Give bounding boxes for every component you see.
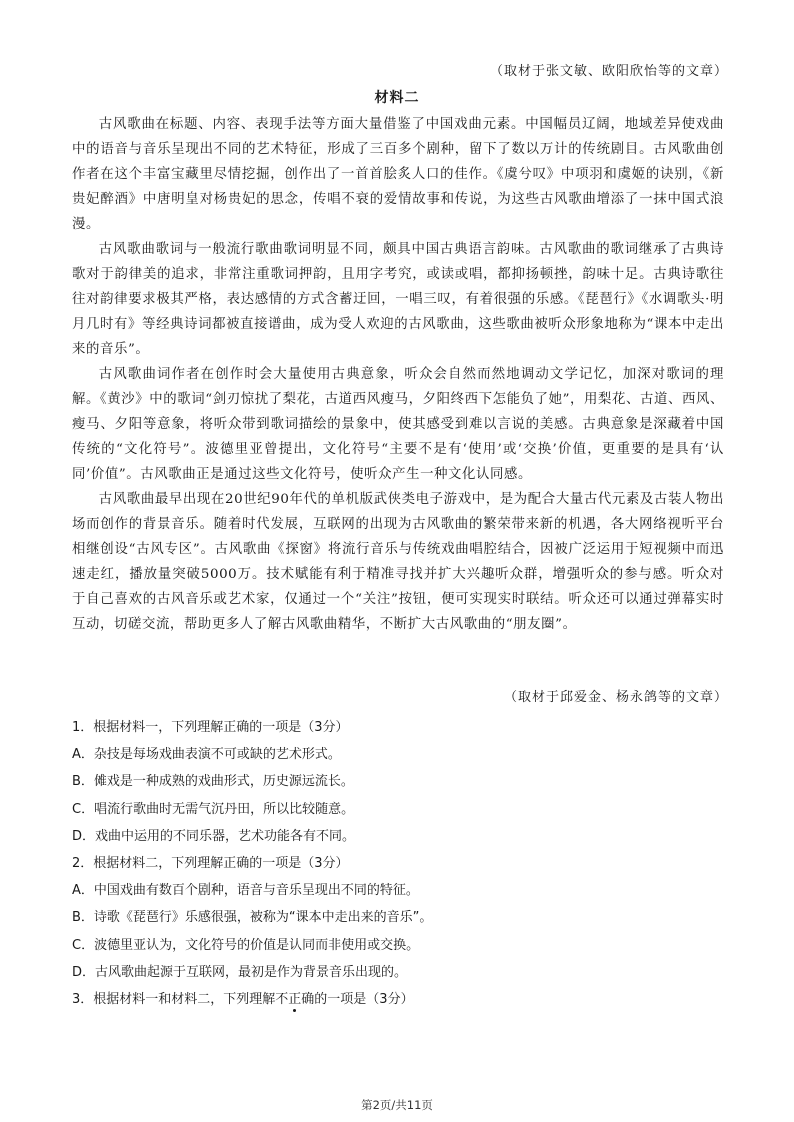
question-3-stem xyxy=(72,986,732,1013)
material-title: 材料二 xyxy=(374,90,420,106)
question-3-emphasis: 不正确 xyxy=(275,992,315,1008)
paragraph-1: 古风歌曲在标题、内容、表现手法等方面大量借鉴了中国戏曲元素。中国幅员辽阔，地域差异使戏曲中的语音与音乐呈现出不同的艺术特征，形成了三百多个剧种，留下了数以万计的传统剧目。古风歌曲创作者在这个丰富宝藏里尽情挖掘，创作出了一首首脍炙人口的佳作。《虞兮叹》中项羽和虞姬的诀别，《新贵妃醉酒》中唐明皇对杨贵妃的思念，传唱不衰的爱情故事和传说，为这些古风歌曲增添了一抹中国式浪漫。 xyxy=(72,117,724,232)
question-1-option-c: C．唱流行歌曲时无需气沉丹田，所以比较随意。 xyxy=(72,801,355,817)
question-3-stem-before: 3．根据材料一和材料二，下列理解 xyxy=(72,992,276,1008)
paragraph-3: 古风歌曲词作者在创作时会大量使用古典意象，听众会自然而然地调动文学记忆，加深对歌词的理解。《黄沙》中的歌词“剑刃惊扰了梨花，古道西风瘦马，夕阳终西下怎能负了她”，用梨花、古道、西风、瘦马、夕阳等意象，将听众带到歌词描绘的景象中，使其感受到难以言说的美感。古典意象是深藏着中国传统的“文化符号”。波德里亚曾提出，文化符号“主要不是有‘使用’或‘交换’价值，更重要的是具有‘认同’价值”。古风歌曲正是通过这些文化符号，使听众产生一种文化认同感。 xyxy=(72,367,724,482)
question-3-stem-after: 的一项是（3分） xyxy=(314,992,414,1008)
question-2-stem: 2．根据材料二，下列理解正确的一项是（3分） xyxy=(72,856,349,872)
page-number-footer: 第2页/共11页 xyxy=(361,1098,433,1112)
paragraph-2: 古风歌曲歌词与一般流行歌曲歌词明显不同，颇具中国古典语言韵味。古风歌曲的歌词继承了古典诗歌对于韵律美的追求，非常注重歌词押韵，且用字考究，或读或唱，都抑扬顿挫，韵味十足。古典诗歌往往对韵律要求极其严格，表达感情的方式含蓄迂回，一唱三叹，有着很强的乐感。《琵琶行》《水调歌头·明月几时有》等经典诗词都被直接谱曲，成为受人欢迎的古风歌曲，这些歌曲被听众形象地称为“课本中走出来的音乐”。 xyxy=(72,242,724,357)
source-citation-bottom: （取材于邱爱金、杨永鸽等的文章） xyxy=(503,690,728,705)
questions-section xyxy=(72,714,732,1013)
question-2-option-d: D．古风歌曲起源于互联网，最初是作为背景音乐出现的。 xyxy=(72,964,408,980)
question-1-option-a: A．杂技是每场戏曲表演不可或缺的艺术形式。 xyxy=(72,747,341,763)
question-2-option-b: B．诗歌《琵琶行》乐感很强，被称为“课本中走出来的音乐”。 xyxy=(72,910,433,926)
question-1-option-d: D．戏曲中运用的不同乐器，艺术功能各有不同。 xyxy=(72,828,356,844)
question-1-option-b: B．傩戏是一种成熟的戏曲形式，历史源远流长。 xyxy=(72,774,354,790)
material-body xyxy=(72,112,724,637)
question-2-option-c: C．波德里亚认为，文化符号的价值是认同而非使用或交换。 xyxy=(72,937,420,953)
paragraph-4: 古风歌曲最早出现在20世纪90年代的单机版武侠类电子游戏中，是为配合大量古代元素及古装人物出场而创作的背景音乐。随着时代发展，互联网的出现为古风歌曲的繁荣带来新的机遇，各大网络视听平台相继创设“古风专区”。古风歌曲《探窗》将流行音乐与传统戏曲唱腔结合，因被广泛运用于短视频中而迅速走红，播放量突破5000万。技术赋能有利于精准寻找并扩大兴趣听众群，增强听众的参与感。听众对于自己喜欢的古风音乐或艺术家，仅通过一个“关注”按钮，便可实现实时联结。听众还可以通过弹幕实时互动，切磋交流，帮助更多人了解古风歌曲精华，不断扩大古风歌曲的“朋友圈”。 xyxy=(72,492,724,632)
question-1-stem: 1．根据材料一，下列理解正确的一项是（3分） xyxy=(72,720,349,735)
source-citation-top: （取材于张文敏、欧阳欣怡等的文章） xyxy=(489,64,728,79)
question-2-option-a: A．中国戏曲有数百个剧种，语音与音乐呈现出不同的特征。 xyxy=(72,883,419,899)
